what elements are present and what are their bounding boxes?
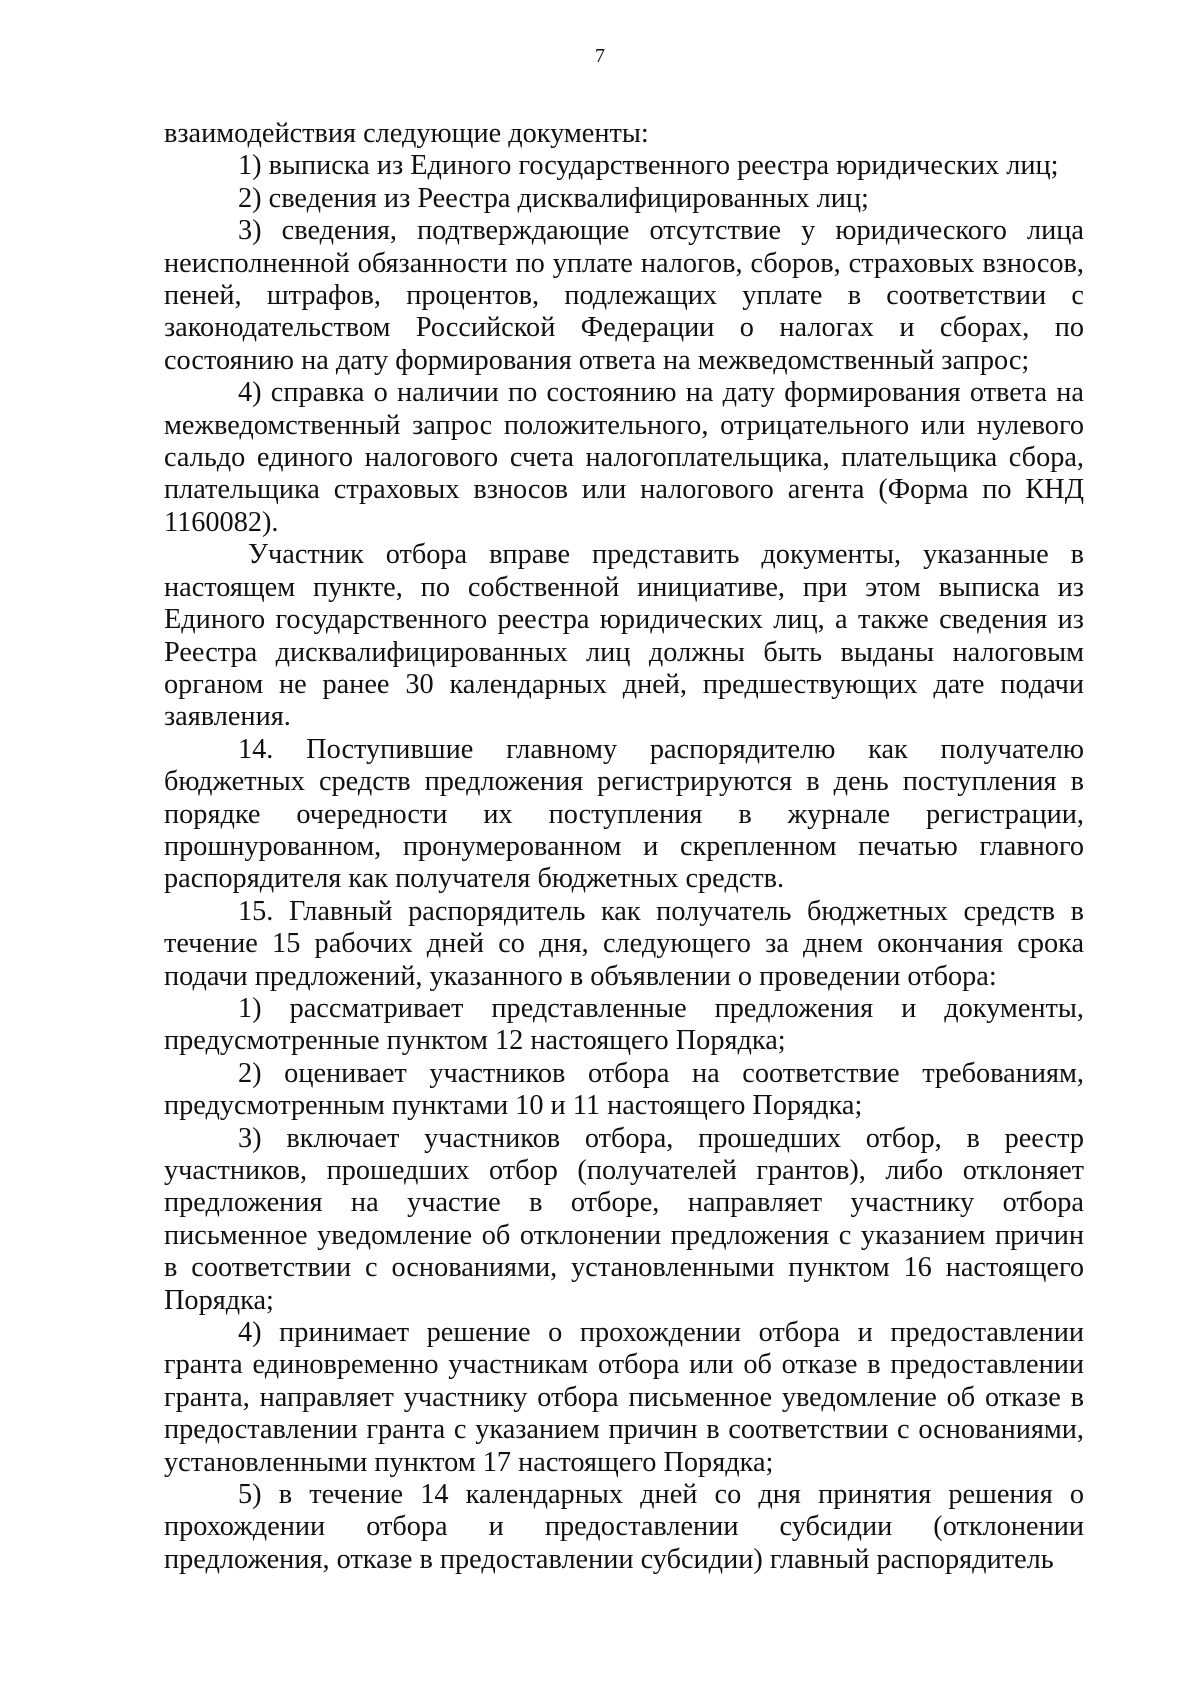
list-item-4: 4) справка о наличии по состоянию на дату формирования ответа на межведомственный запрос положительного, отрицательного или нулевого сальдо единого налогового счета налогоплательщика, плательщика сбора, плательщика страховых взносов или налогового агента (Форма по КНД 1160082). <box>164 377 1084 538</box>
clause-15-item-4: 4) принимает решение о прохождении отбора и предоставлении гранта единовременно участникам отбора или об отказе в предоставлении гранта, направляет участнику отбора письменное уведомление об отказе в предоставлении гранта с указанием причин в соответствии с основаниями, установленными пунктом 17 настоящего Порядка; <box>164 1317 1084 1478</box>
list-item-2: 2) сведения из Реестра дисквалифицированных лиц; <box>238 182 869 214</box>
page-number: 7 <box>595 45 605 67</box>
clause-15-item-2: 2) оценивает участников отбора на соответствие требованиям, предусмотренным пунктами 10 и 11 настоящего Порядка; <box>164 1057 1084 1122</box>
clause-15-item-5: 5) в течение 14 календарных дней со дня принятия решения о прохождении отбора и предоставлении субсидии (отклонении предложения, отказе в предоставлении субсидии) главный распорядитель <box>164 1479 1084 1575</box>
clause-15-item-3: 3) включает участников отбора, прошедших отбор, в реестр участников, прошедших отбор (получателей грантов), либо отклоняет предложения на участие в отборе, направляет участнику отбора письменное уведомление об отклонении предложения с указанием причин в соответствии с основаниями, установленными пунктом 16 настоящего Порядка; <box>164 1122 1084 1316</box>
clause-15: 15. Главный распорядитель как получатель бюджетных средств в течение 15 рабочих дней со дня, следующего за днем окончания срока подачи предложений, указанного в объявлении о проведении отбора: <box>164 895 1084 992</box>
list-item-3: 3) сведения, подтверждающие отсутствие у юридического лица неисполненной обязанности по уплате налогов, сборов, страховых взносов, пеней, штрафов, процентов, подлежащих уплате в соответствии с законодательством Российской Федерации о налогах и сборах, по состоянию на дату формирования ответа на межведомственный запрос; <box>164 215 1084 376</box>
clause-15-item-1: 1) рассматривает представленные предложения и документы, предусмотренные пунктом 12 настоящего Порядка; <box>164 992 1084 1057</box>
document-body <box>164 118 1084 1576</box>
clause-14: 14. Поступившие главному распорядителю как получателю бюджетных средств предложения регистрируются в день поступления в порядке очередности их поступления в журнале регистрации, прошнурованном, пронумерованном и скрепленном печатью главного распорядителя как получателя бюджетных средств. <box>164 733 1084 895</box>
list-item-1: 1) выписка из Единого государственного реестра юридических лиц; <box>238 150 1059 182</box>
paragraph-continuation: взаимодействия следующие документы: <box>164 118 649 149</box>
paragraph-participant-right: Участник отбора вправе представить документы, указанные в настоящем пункте, по собственной инициативе, при этом выписка из Единого государственного реестра юридических лиц, а также сведения из Реестра дисквалифицированных лиц должны быть выданы налоговым органом не ранее 30 календарных дней, предшествующих дате подачи заявления. <box>164 539 1084 733</box>
